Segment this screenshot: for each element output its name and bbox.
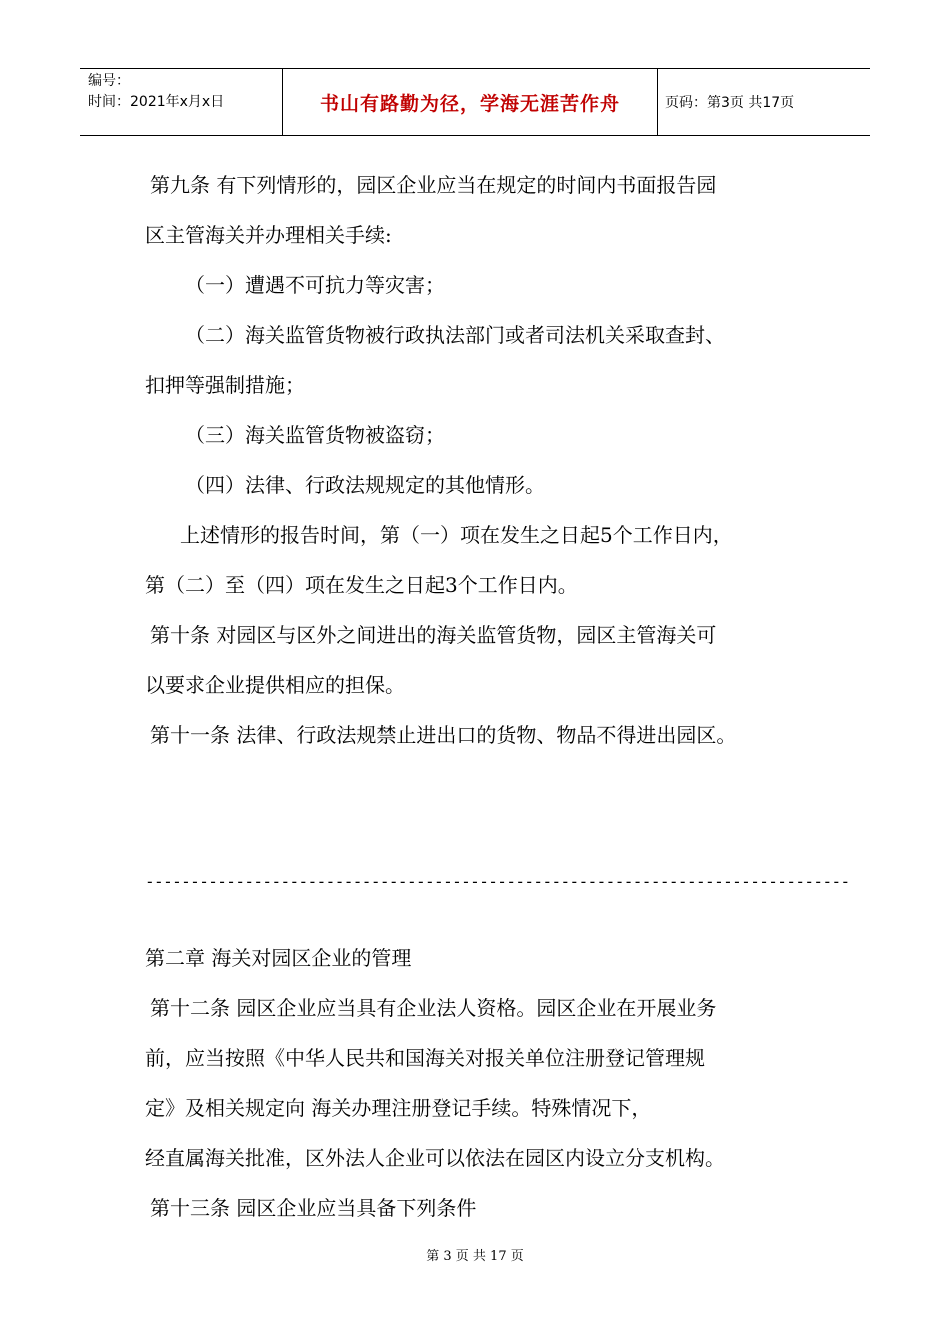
header-meta xyxy=(80,69,282,135)
header-page-info: 页码：第3页 共17页 xyxy=(665,95,795,111)
article-10-line-1: 第十条 对园区与区外之间进出的海关监管货物，园区主管海关可 xyxy=(150,623,717,647)
header-time-label: 时间：2021年x月x日 xyxy=(88,94,225,110)
item-2-line-2: 扣押等强制措施； xyxy=(145,373,305,397)
article-9-line-2: 区主管海关并办理相关手续: xyxy=(145,223,392,247)
article-12-line-4: 经直属海关批准，区外法人企业可以依法在园区内设立分支机构。 xyxy=(145,1146,725,1170)
article-9-line-1: 第九条 有下列情形的，园区企业应当在规定的时间内书面报告园 xyxy=(150,173,717,197)
item-3: （三）海关监管货物被盗窃； xyxy=(185,423,445,447)
page-footer: 第 3 页 共 17 页 xyxy=(426,1249,524,1264)
article-12-line-2: 前，应当按照《中华人民共和国海关对报关单位注册登记管理规 xyxy=(145,1046,705,1070)
article-13-line-1: 第十三条 园区企业应当具备下列条件 xyxy=(150,1196,477,1220)
chapter-2-title: 第二章 海关对园区企业的管理 xyxy=(145,946,412,970)
article-10-line-2: 以要求企业提供相应的担保。 xyxy=(145,673,405,697)
item-2-line-1: （二）海关监管货物被行政执法部门或者司法机关采取查封、 xyxy=(185,323,725,347)
article-12-line-1: 第十二条 园区企业应当具有企业法人资格。园区企业在开展业务 xyxy=(150,996,717,1020)
article-12-line-3: 定》及相关规定向 海关办理注册登记手续。特殊情况下， xyxy=(145,1096,652,1120)
section-separator: ------------------------------------------------------------------------------ xyxy=(145,872,850,891)
header-number-label: 编号： xyxy=(88,73,130,89)
report-time-line-1: 上述情形的报告时间，第（一）项在发生之日起5个工作日内， xyxy=(180,523,733,547)
article-11: 第十一条 法律、行政法规禁止进出口的货物、物品不得进出园区。 xyxy=(150,723,737,747)
item-1: （一）遭遇不可抗力等灾害； xyxy=(185,273,445,297)
item-4: （四）法律、行政法规规定的其他情形。 xyxy=(185,473,545,497)
page-header xyxy=(80,68,870,136)
report-time-line-2: 第（二）至（四）项在发生之日起3个工作日内。 xyxy=(145,573,578,597)
header-motto: 书山有路勤为径，学海无涯苦作舟 xyxy=(282,69,658,135)
